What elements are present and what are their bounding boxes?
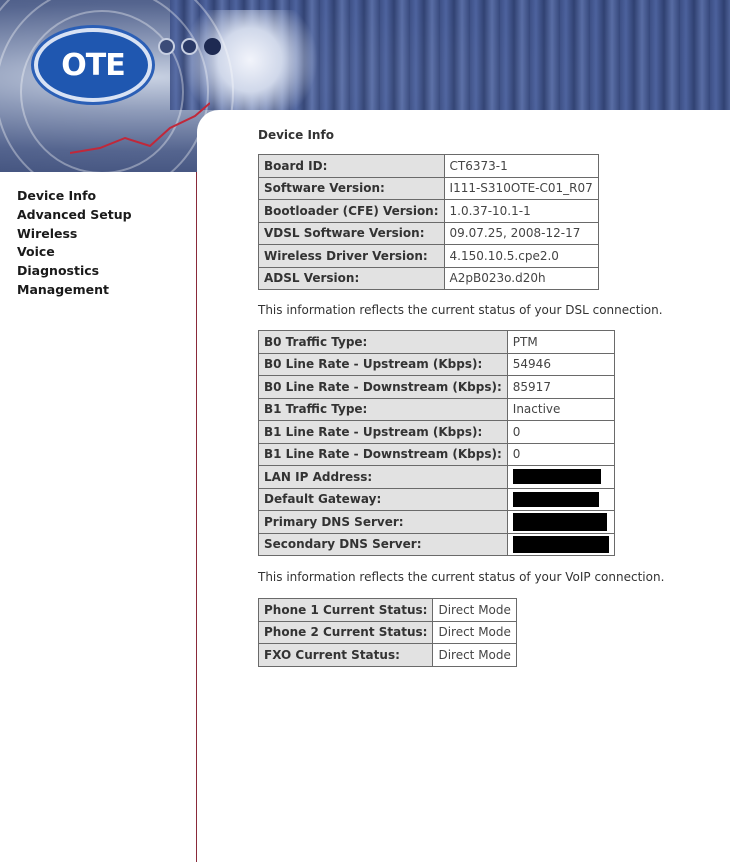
sidebar-item-diagnostics[interactable]: Diagnostics <box>17 263 100 279</box>
table-row <box>259 398 615 421</box>
dot-icon <box>204 38 221 55</box>
row-label: Default Gateway: <box>259 488 508 511</box>
redacted-value <box>507 466 614 489</box>
red-swoosh-icon <box>70 98 210 158</box>
table-row <box>259 511 615 534</box>
voip-status-table <box>258 598 517 667</box>
redaction-block <box>513 536 609 553</box>
row-value: Direct Mode <box>433 599 516 622</box>
table-row <box>259 644 517 667</box>
row-label: ADSL Version: <box>259 267 445 290</box>
row-label: Wireless Driver Version: <box>259 245 445 268</box>
row-label: VDSL Software Version: <box>259 222 445 245</box>
sidebar-item-advanced-setup[interactable]: Advanced Setup <box>17 206 132 222</box>
table-row <box>259 621 517 644</box>
row-label: Software Version: <box>259 177 445 200</box>
row-label: Secondary DNS Server: <box>259 533 508 556</box>
main-content <box>258 128 664 667</box>
dsl-status-note: This information reflects the current status of your DSL connection. <box>258 303 663 317</box>
dot-icon <box>158 38 175 55</box>
redaction-block <box>513 469 601 484</box>
logo-dots <box>158 38 221 55</box>
sidebar <box>0 172 197 862</box>
row-value: CT6373-1 <box>444 155 598 178</box>
dot-icon <box>181 38 198 55</box>
sidebar-item-voice[interactable]: Voice <box>17 244 55 260</box>
row-label: Phone 2 Current Status: <box>259 621 433 644</box>
row-label: Primary DNS Server: <box>259 511 508 534</box>
dsl-status-table <box>258 330 615 556</box>
table-row <box>259 222 599 245</box>
row-label: Board ID: <box>259 155 445 178</box>
row-value: Direct Mode <box>433 621 516 644</box>
table-row <box>259 599 517 622</box>
table-row <box>259 533 615 556</box>
row-label: B1 Line Rate - Upstream (Kbps): <box>259 421 508 444</box>
row-label: B0 Traffic Type: <box>259 331 508 354</box>
row-value: Inactive <box>507 398 614 421</box>
voip-status-note: This information reflects the current status of your VoIP connection. <box>258 570 665 584</box>
row-value: Direct Mode <box>433 644 516 667</box>
sidebar-item-management[interactable]: Management <box>17 281 110 297</box>
redacted-value <box>507 488 614 511</box>
row-label: B1 Line Rate - Downstream (Kbps): <box>259 443 508 466</box>
row-value: 0 <box>507 421 614 444</box>
table-row <box>259 155 599 178</box>
table-row <box>259 267 599 290</box>
table-row <box>259 245 599 268</box>
row-label: Phone 1 Current Status: <box>259 599 433 622</box>
redaction-block <box>513 492 599 507</box>
table-row <box>259 200 599 223</box>
table-row <box>259 331 615 354</box>
redacted-value <box>507 511 614 534</box>
row-value: 09.07.25, 2008-12-17 <box>444 222 598 245</box>
row-value: 85917 <box>507 376 614 399</box>
page-title: Device Info <box>258 128 334 142</box>
row-label: Bootloader (CFE) Version: <box>259 200 445 223</box>
table-row <box>259 376 615 399</box>
row-label: B1 Traffic Type: <box>259 398 508 421</box>
table-row <box>259 353 615 376</box>
row-value: 4.150.10.5.cpe2.0 <box>444 245 598 268</box>
ote-logo <box>34 28 152 102</box>
row-label: LAN IP Address: <box>259 466 508 489</box>
device-info-table <box>258 154 599 290</box>
table-row <box>259 488 615 511</box>
table-row <box>259 177 599 200</box>
row-value: 0 <box>507 443 614 466</box>
row-value: 1.0.37-10.1-1 <box>444 200 598 223</box>
row-value: A2pB023o.d20h <box>444 267 598 290</box>
table-row <box>259 421 615 444</box>
sidebar-item-device-info[interactable]: Device Info <box>17 188 97 203</box>
sidebar-nav <box>17 187 132 300</box>
sidebar-item-wireless[interactable]: Wireless <box>17 225 78 241</box>
row-label: B0 Line Rate - Upstream (Kbps): <box>259 353 508 376</box>
row-label: FXO Current Status: <box>259 644 433 667</box>
row-value: I111-S310OTE-C01_R07 <box>444 177 598 200</box>
row-label: B0 Line Rate - Downstream (Kbps): <box>259 376 508 399</box>
redaction-block <box>513 513 607 531</box>
table-row <box>259 466 615 489</box>
table-row <box>259 443 615 466</box>
redacted-value <box>507 533 614 556</box>
row-value: PTM <box>507 331 614 354</box>
row-value: 54946 <box>507 353 614 376</box>
logo-text: OTE <box>61 47 125 83</box>
